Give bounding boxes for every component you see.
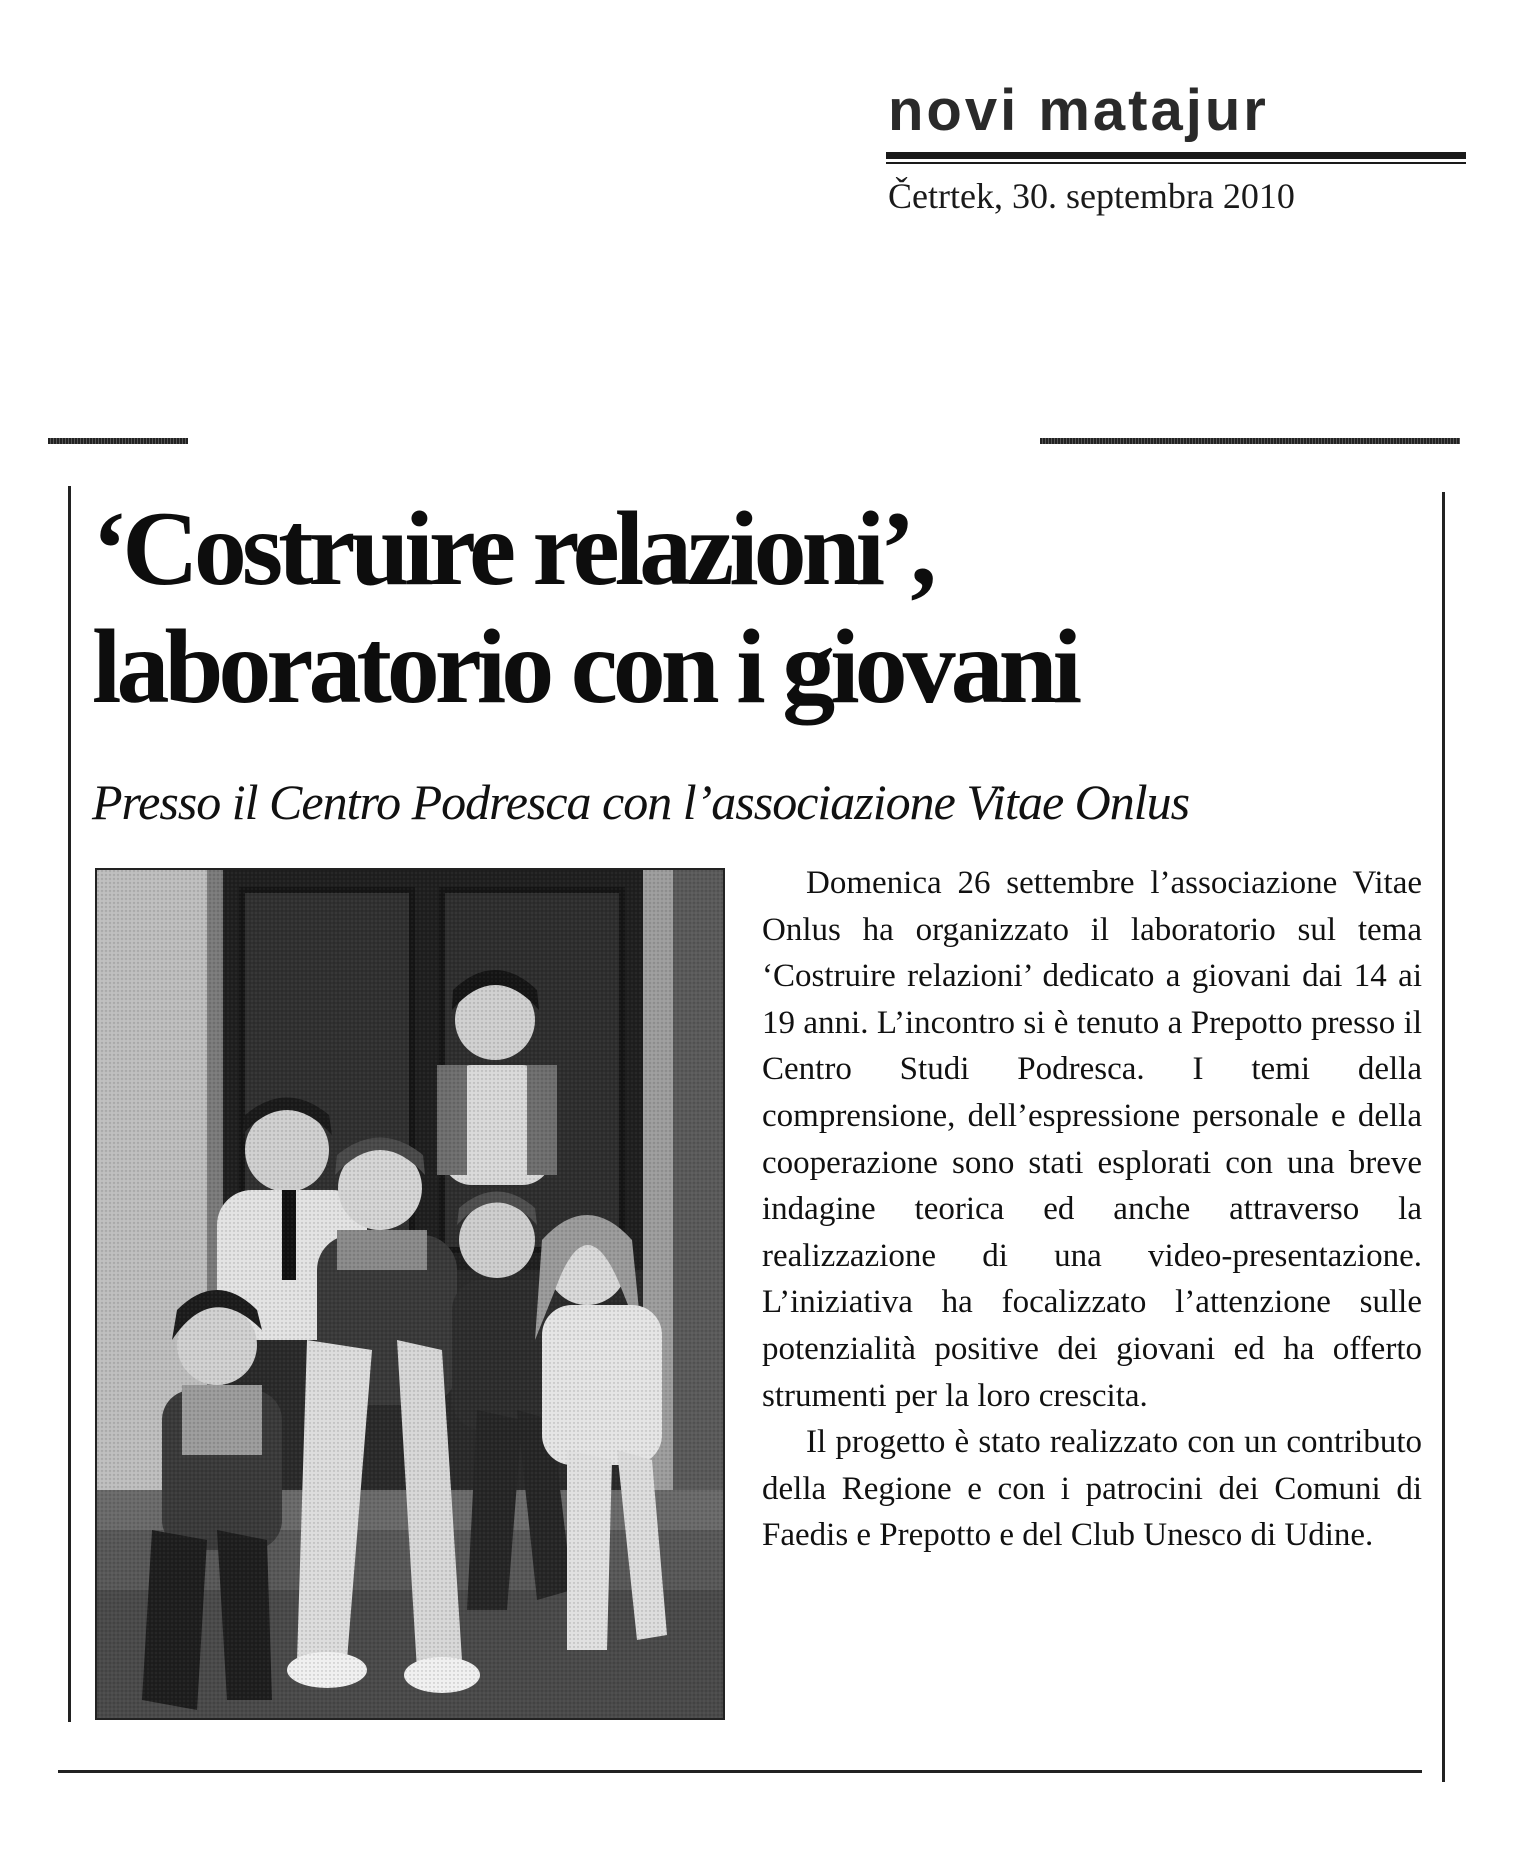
publication-name: novi matajur bbox=[888, 78, 1269, 143]
masthead-rule bbox=[886, 152, 1466, 159]
masthead bbox=[886, 78, 1466, 218]
group-photo-image bbox=[97, 870, 723, 1718]
column-rule-left bbox=[68, 486, 71, 1722]
article-body bbox=[762, 860, 1422, 1559]
column-rule-right bbox=[1442, 492, 1445, 1782]
bottom-rule bbox=[58, 1770, 1422, 1773]
publication-date: Četrtek, 30. septembra 2010 bbox=[888, 176, 1295, 216]
headline-line-1: ‘Costruire relazioni’, bbox=[92, 490, 932, 607]
top-rule-right bbox=[1040, 438, 1460, 444]
headline-line-2: laboratorio con i giovani bbox=[92, 608, 1078, 725]
article-paragraph-1: Domenica 26 settembre l’associazione Vitae Onlus ha organizzato il laboratorio sul tema ‘Costruire relazioni’ dedicato a giovani dai 14 ai 19 anni. L’incontro si è tenuto a Prepotto presso il Centro Studi Podresca. I temi della comprensione, dell’espressione personale e della cooperazione sono stati esplorati con una breve indagine teorica ed anche attraverso la realizzazione di una video-presentazione. L’iniziativa ha focalizzato l’attenzione sulle potenzialità positive dei giovani ed ha offerto strumenti per la loro crescita. bbox=[762, 865, 1422, 1414]
masthead-rule-thin bbox=[886, 162, 1466, 164]
headline bbox=[92, 490, 1432, 726]
article-paragraph-2: Il progetto è stato realizzato con un contributo della Regione e con i patrocini dei Comuni di Faedis e Prepotto e del Club Unesco di Udine. bbox=[762, 1424, 1422, 1554]
subheadline: Presso il Centro Podresca con l’associazione Vitae Onlus bbox=[92, 774, 1190, 830]
group-photo bbox=[95, 868, 725, 1720]
top-rule-left bbox=[48, 438, 188, 444]
